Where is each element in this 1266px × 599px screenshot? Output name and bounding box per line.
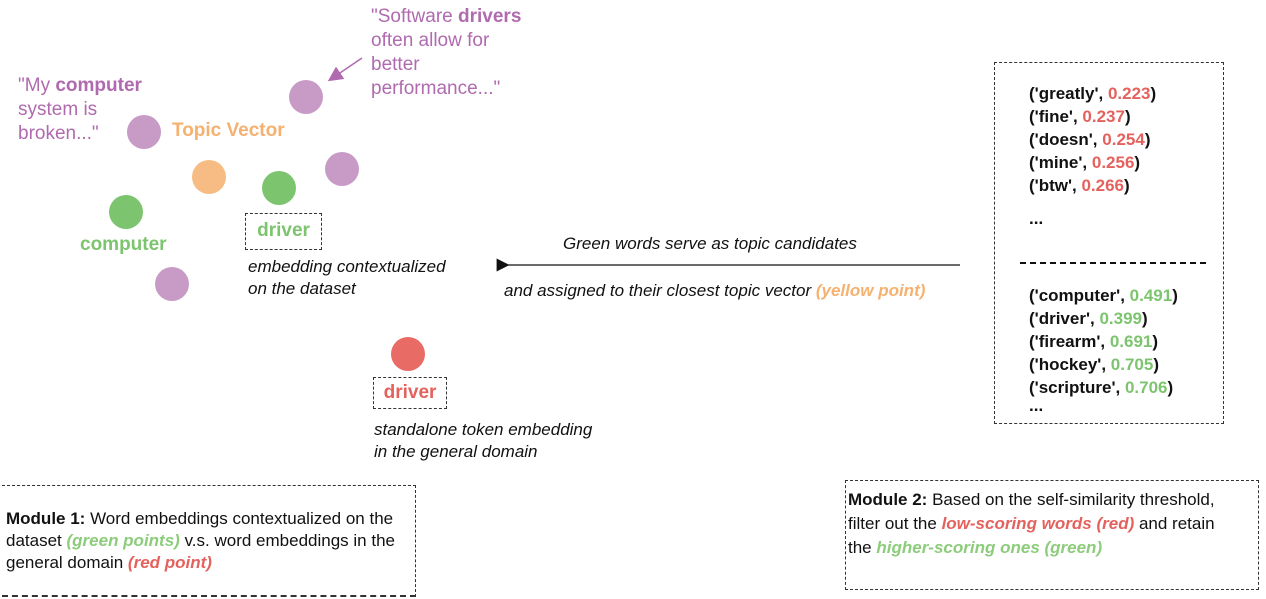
green-point-computer bbox=[109, 195, 143, 229]
module2-box bbox=[845, 480, 1259, 590]
quote-text: often allow for bbox=[371, 30, 490, 51]
module1-text: Module 1: Word embeddings contextualized on the dataset (green points) v.s. word embeddings in the general domain (red point) bbox=[6, 509, 395, 572]
module1-title: Module 1: bbox=[6, 509, 86, 528]
quote-text: better bbox=[371, 54, 420, 75]
purple-point bbox=[127, 115, 161, 149]
module1-red-highlight: (red point) bbox=[127, 553, 212, 572]
topic-vector-point bbox=[192, 160, 226, 194]
score-row: ('doesn', 0.254) bbox=[1029, 130, 1151, 149]
quote-text: broken..." bbox=[18, 123, 99, 144]
module2-title: Module 2: bbox=[848, 490, 928, 509]
quote-keyword-drivers: drivers bbox=[458, 6, 522, 27]
score-row: ('fine', 0.237) bbox=[1029, 107, 1131, 126]
caption-text: in the general domain bbox=[374, 442, 538, 461]
driver-green-label: driver bbox=[257, 220, 310, 241]
quote-text: "Software bbox=[371, 6, 459, 27]
high-ellipsis: ... bbox=[1029, 396, 1044, 415]
caption-text: standalone token embedding bbox=[374, 420, 593, 439]
arrow-text-line1: Green words serve as topic candidates bbox=[563, 234, 857, 253]
score-row: ('greatly', 0.223) bbox=[1029, 84, 1157, 103]
module1-box bbox=[2, 485, 416, 597]
quote-arrow bbox=[320, 50, 370, 90]
quote-keyword-computer: computer bbox=[55, 75, 142, 96]
high-score-list bbox=[1029, 284, 1178, 413]
purple-point bbox=[289, 80, 323, 114]
yellow-point-highlight: (yellow point) bbox=[815, 281, 926, 300]
module2-text: Module 2: Based on the self-similarity threshold, filter out the low-scoring words (red) and retain the higher-scoring ones (green) bbox=[848, 490, 1215, 557]
topic-vector-label: Topic Vector bbox=[172, 120, 285, 141]
score-row: ('firearm', 0.691) bbox=[1029, 332, 1159, 351]
score-row: ('btw', 0.266) bbox=[1029, 176, 1130, 195]
caption-text: embedding contextualized bbox=[248, 257, 446, 276]
computer-label: computer bbox=[80, 234, 167, 255]
score-row: ('computer', 0.491) bbox=[1029, 286, 1178, 305]
score-row: ('driver', 0.399) bbox=[1029, 309, 1148, 328]
score-row: ('mine', 0.256) bbox=[1029, 153, 1141, 172]
module1-green-highlight: (green points) bbox=[66, 531, 180, 550]
quote-my-computer bbox=[18, 74, 142, 146]
arrow-text: and assigned to their closest topic vector bbox=[504, 281, 816, 300]
quote-text: performance..." bbox=[371, 78, 501, 99]
contextualized-caption bbox=[248, 256, 446, 300]
arrow-text-line2 bbox=[504, 280, 925, 302]
module2-green-highlight: higher-scoring ones (green) bbox=[876, 538, 1103, 557]
score-row: ('scripture', 0.706) bbox=[1029, 378, 1174, 397]
purple-point bbox=[325, 152, 359, 186]
score-divider bbox=[1020, 262, 1206, 264]
quote-text: "My bbox=[18, 75, 56, 96]
driver-red-box bbox=[373, 377, 447, 409]
purple-point bbox=[155, 267, 189, 301]
quote-software-drivers bbox=[371, 5, 521, 101]
caption-text: on the dataset bbox=[248, 279, 356, 298]
quote-text: system is bbox=[18, 99, 98, 120]
score-row: ('hockey', 0.705) bbox=[1029, 355, 1159, 374]
module2-red-highlight: low-scoring words (red) bbox=[941, 514, 1135, 533]
driver-green-box bbox=[245, 213, 322, 250]
green-point-driver bbox=[262, 171, 296, 205]
standalone-caption bbox=[374, 419, 592, 463]
low-ellipsis: ... bbox=[1029, 209, 1044, 228]
assignment-arrow bbox=[495, 255, 965, 275]
red-point-driver bbox=[391, 337, 425, 371]
low-score-list bbox=[1029, 82, 1156, 230]
driver-red-label: driver bbox=[383, 382, 437, 403]
